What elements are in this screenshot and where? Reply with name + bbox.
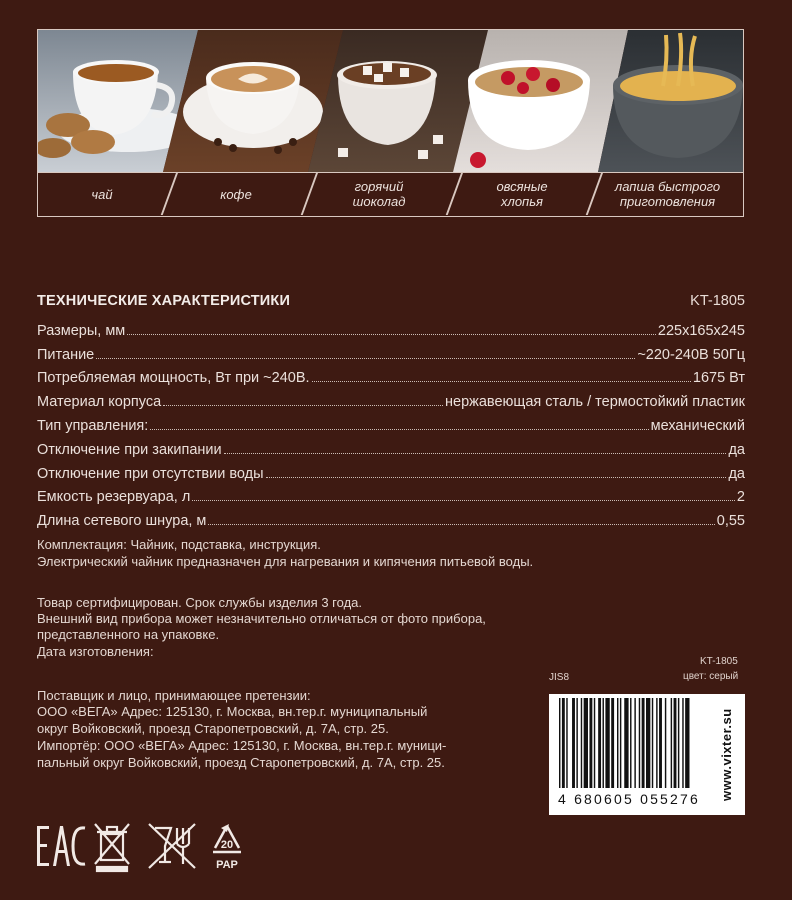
specs-table (37, 315, 745, 529)
barcode-bar (566, 698, 567, 788)
spec-key: Отключение при закипании (37, 441, 222, 458)
barcode-bar (642, 698, 645, 788)
spec-leader-dots (150, 429, 648, 430)
barcode-digits: 4 680605 055276 (558, 791, 700, 807)
spec-row (37, 410, 745, 434)
label-model: KT-1805 (700, 656, 738, 667)
barcode-bar (603, 698, 604, 788)
spec-row (37, 434, 745, 458)
barcode-bar (646, 698, 650, 788)
barcode-bar (594, 698, 595, 788)
barcode-bar (685, 698, 689, 788)
barcode-bar (652, 698, 653, 788)
appearance-text-1: Внешний вид прибора может незначительно отличаться от фото прибора, (37, 611, 486, 626)
barcode-bar (559, 698, 560, 788)
barcode-bar (665, 698, 666, 788)
spec-value: нержавеющая сталь / термостойкий пластик (445, 394, 745, 411)
spec-row (37, 505, 745, 529)
food-photos (38, 30, 744, 172)
spec-leader-dots (208, 524, 714, 525)
spec-row (37, 315, 745, 339)
barcode-bar (589, 698, 592, 788)
spec-row (37, 386, 745, 410)
spec-leader-dots (224, 453, 727, 454)
barcode-bar (674, 698, 677, 788)
weee-crossed-bin-icon (95, 824, 129, 871)
category-hot-chocolate: горячий шоколад (352, 179, 406, 209)
spec-key: Тип управления: (37, 417, 149, 434)
barcode-bar (659, 698, 662, 788)
barcode-bar (624, 698, 628, 788)
barcode (549, 694, 745, 815)
appearance-text-2: представленного на упаковке. (37, 627, 220, 642)
specs-header (37, 293, 745, 311)
barcode-bar (656, 698, 657, 788)
barcode-bar (605, 698, 609, 788)
kit-text: Комплектация: Чайник, подставка, инструкция. (37, 537, 321, 552)
spec-row (37, 339, 745, 363)
supplier-line-1: Поставщик и лицо, принимающее претензии: (37, 688, 311, 703)
barcode-bar (611, 698, 614, 788)
barcode-bars (551, 698, 719, 794)
spec-row (37, 482, 745, 506)
barcode-bar (630, 698, 631, 788)
spec-leader-dots (192, 500, 735, 501)
spec-value: ~220-240В 50Гц (637, 346, 745, 363)
eac-icon (37, 826, 85, 866)
not-food-contact-icon (149, 824, 195, 868)
spec-value: 0,55 (716, 513, 745, 530)
recycle-pap-icon (213, 824, 241, 871)
barcode-bar (617, 698, 618, 788)
certification-text: Товар сертифицирован. Срок службы изделия 3 года. (37, 595, 363, 610)
spec-value: да (728, 441, 745, 458)
barcode-bar (572, 698, 575, 788)
barcode-bar (682, 698, 683, 788)
spec-leader-dots (266, 477, 727, 478)
specs-model: KT-1805 (690, 293, 745, 309)
spec-leader-dots (163, 405, 443, 406)
manufacture-date: Дата изготовления: (37, 644, 154, 659)
category-oatmeal: овсяные хлопья (496, 179, 548, 209)
spec-key: Длина сетевого шнура, м (37, 513, 207, 530)
label-color: цвет: серый (683, 671, 739, 682)
recycle-code: PAP (216, 859, 238, 871)
category-tea: чай (91, 186, 113, 202)
spec-value: 225x165x245 (657, 322, 745, 339)
spec-row (37, 458, 745, 482)
spec-value: механический (650, 417, 745, 434)
website: www.vixter.su (719, 708, 734, 801)
category-labels (38, 172, 743, 216)
barcode-bar (620, 698, 621, 788)
barcode-bar (584, 698, 588, 788)
barcode-bar (562, 698, 565, 788)
spec-leader-dots (127, 334, 656, 335)
importer-line-1: Импортёр: ООО «ВЕГА» Адрес: 125130, г. Москва, вн.тер.г. муници- (37, 738, 447, 753)
spec-value: 2 (736, 489, 745, 506)
recycle-number: 20 (220, 839, 234, 851)
barcode-bar (671, 698, 672, 788)
purpose-text: Электрический чайник предназначен для нагревания и кипячения питьевой воды. (37, 554, 534, 569)
spec-value: 1675 Вт (692, 370, 745, 387)
spec-leader-dots (96, 358, 635, 359)
spec-value: да (728, 465, 745, 482)
barcode-bar (634, 698, 635, 788)
specs-title: ТЕХНИЧЕСКИЕ ХАРАКТЕРИСТИКИ (37, 293, 291, 309)
barcode-bar (576, 698, 577, 788)
spec-key: Материал корпуса (37, 394, 162, 411)
spec-key: Питание (37, 346, 95, 363)
spec-row (37, 363, 745, 387)
category-coffee: кофе (220, 186, 252, 202)
certification-logos (37, 818, 267, 874)
importer-line-2: пальный округ Войковский, проезд Старопетровский, д. 7А, стр. 25. (37, 755, 445, 770)
spec-leader-dots (312, 381, 691, 382)
label-code: JIS8 (549, 672, 570, 683)
supplier-line-2: ООО «ВЕГА» Адрес: 125130, г. Москва, вн.тер.г. муниципальный (37, 704, 428, 719)
spec-key: Потребляемая мощность, Вт при ~240В. (37, 370, 310, 387)
supplier-line-3: округ Войковский, проезд Старопетровский, д. 7А, стр. 25. (37, 721, 389, 736)
category-instant-noodles: лапша быстрого приготовления (614, 179, 721, 209)
barcode-bar (598, 698, 601, 788)
product-use-photo-strip (37, 29, 744, 217)
barcode-bar (581, 698, 582, 788)
barcode-bar (639, 698, 640, 788)
barcode-bar (678, 698, 679, 788)
spec-key: Емкость резервуара, л (37, 489, 191, 506)
spec-key: Размеры, мм (37, 322, 126, 339)
spec-key: Отключение при отсутствии воды (37, 465, 264, 482)
